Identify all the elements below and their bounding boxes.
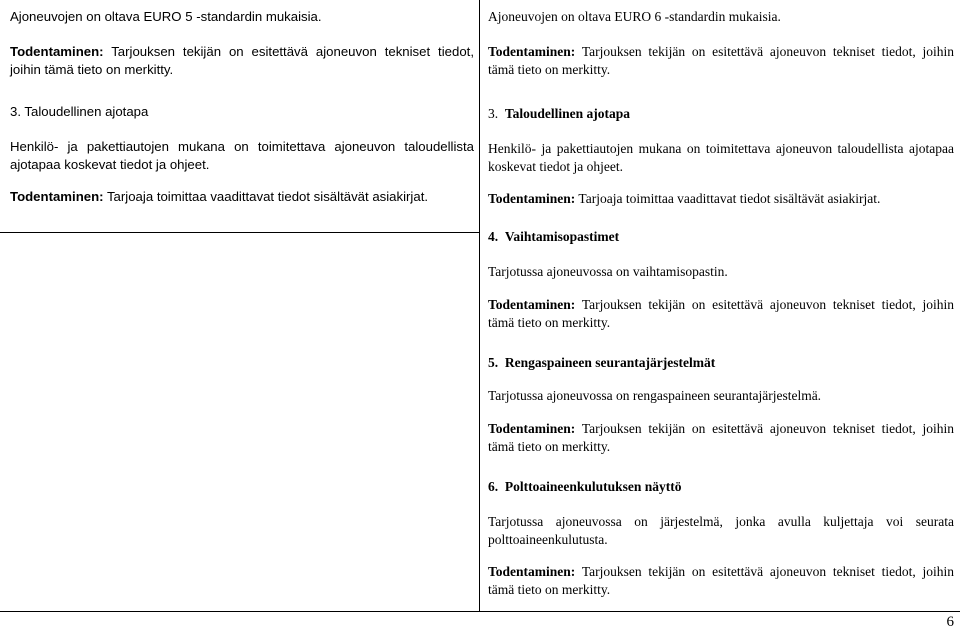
verification-text: Tarjouksen tekijän on esitettävä ajoneuvon tekniset tiedot, joihin tämä tieto on merkitty. <box>488 421 955 454</box>
left-empty-cell <box>0 232 480 612</box>
verification-text: Tarjouksen tekijän on esitettävä ajoneuvon tekniset tiedot, joihin tämä tieto on merkitty. <box>488 297 955 330</box>
verification-text: Tarjoaja toimittaa vaadittavat tiedot sisältävät asiakirjat. <box>578 191 881 206</box>
verification-text: Tarjouksen tekijän on esitettävä ajoneuvon tekniset tiedot, joihin tämä tieto on merkitty. <box>10 44 474 77</box>
verification-label: Todentaminen: <box>10 44 104 59</box>
right-heading-4 <box>488 228 954 246</box>
verification-label: Todentaminen: <box>488 564 576 579</box>
right-heading-6 <box>488 478 954 496</box>
right-verification-1 <box>488 43 954 79</box>
left-eco-driving-text: Henkilö- ja pakettiautojen mukana on toimitettava ajoneuvon taloudellista ajotapaa koskevat tiedot ja ohjeet. <box>10 139 474 172</box>
verification-text: Tarjoaja toimittaa vaadittavat tiedot sisältävät asiakirjat. <box>106 189 429 204</box>
right-fuel-consumption-text: Tarjotussa ajoneuvossa on järjestelmä, jonka avulla kuljettaja voi seurata polttoaineenkulutusta. <box>488 514 954 547</box>
right-eco-driving-text: Henkilö- ja pakettiautojen mukana on toimitettava ajoneuvon taloudellista ajotapaa koskevat tiedot ja ohjeet. <box>488 141 954 174</box>
heading-title: Rengaspaineen seurantajärjestelmät <box>504 355 716 370</box>
left-verification-2 <box>10 188 474 206</box>
heading-title: Taloudellinen ajotapa <box>504 106 631 121</box>
verification-label: Todentaminen: <box>488 421 576 436</box>
right-verification-2 <box>488 190 954 208</box>
right-tyre-pressure-text: Tarjotussa ajoneuvossa on rengaspaineen seurantajärjestelmä. <box>488 388 822 403</box>
verification-label: Todentaminen: <box>488 44 576 59</box>
heading-number: 3. <box>488 106 499 121</box>
right-verification-4 <box>488 420 954 456</box>
verification-label: Todentaminen: <box>10 189 104 204</box>
page-number: 6 <box>946 614 954 630</box>
right-heading-5 <box>488 354 954 372</box>
verification-label: Todentaminen: <box>488 297 576 312</box>
left-euro-requirement: Ajoneuvojen on oltava EURO 5 -standardin mukaisia. <box>10 9 322 24</box>
verification-text: Tarjouksen tekijän on esitettävä ajoneuvon tekniset tiedot, joihin tämä tieto on merkitty. <box>488 564 955 597</box>
left-heading-3: 3. Taloudellinen ajotapa <box>10 104 149 119</box>
heading-number: 5. <box>488 355 499 370</box>
heading-number: 6. <box>488 479 499 494</box>
right-euro-requirement: Ajoneuvojen on oltava EURO 6 -standardin mukaisia. <box>488 9 781 24</box>
heading-title: Vaihtamisopastimet <box>504 229 620 244</box>
right-heading-3 <box>488 105 954 123</box>
right-verification-3 <box>488 296 954 332</box>
verification-label: Todentaminen: <box>488 191 576 206</box>
heading-number: 4. <box>488 229 499 244</box>
left-criteria-cell <box>0 0 480 233</box>
heading-title: Polttoaineenkulutuksen näyttö <box>504 479 682 494</box>
right-gear-shift-text: Tarjotussa ajoneuvossa on vaihtamisopastin. <box>488 264 728 279</box>
right-criteria-cell <box>479 0 960 612</box>
right-verification-5 <box>488 563 954 599</box>
verification-text: Tarjouksen tekijän on esitettävä ajoneuvon tekniset tiedot, joihin tämä tieto on merkitty. <box>488 44 955 77</box>
left-verification-1 <box>10 43 474 79</box>
